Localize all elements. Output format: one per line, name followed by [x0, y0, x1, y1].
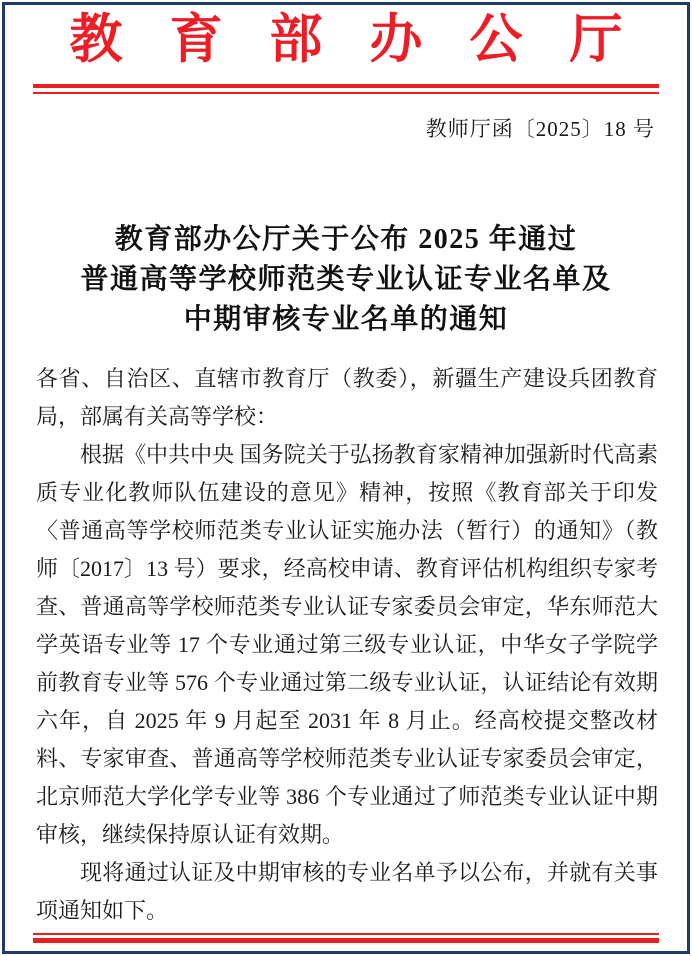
header-double-rule: [33, 84, 659, 94]
notice-body: [36, 360, 658, 930]
header-rule-thin: [33, 92, 659, 94]
agency-masthead: 教育部办公厅: [69, 11, 670, 69]
footer-double-rule: [33, 933, 659, 943]
body-paragraph-2: 现将通过认证及中期审核的专业名单予以公布，并就有关事项通知如下。: [36, 860, 658, 923]
notice-title-line-1: 教育部办公厅关于公布 2025 年通过: [114, 224, 578, 255]
salutation-line: 各省、自治区、直辖市教育厅（教委），新疆生产建设兵团教育局，部属有关高等学校：: [36, 366, 658, 429]
notice-title-line-3: 中期审核专业名单的通知: [183, 304, 509, 335]
body-paragraph-1: 根据《中共中央 国务院关于弘扬教育家精神加强新时代高素质专业化教师队伍建设的意见》精神，按照《教育部关于印发〈普通高等学校师范类专业认证实施办法（暂行）的通知》（教师〔2017〕13 号）要求，经高校申请、教育评估机构组织专家考查、普通高等学校师范类专业认证专家委员会审定，华东师范大学英语专业等 17 个专业通过第三级专业认证，中华女子学院学前教育专业等 576 个专业通过第二级专业认证，认证结论有效期六年，自 2025 年 9 月起至 2031 年 8 月止。经高校提交整改材料、专家审查、普通高等学校师范类专业认证专家委员会审定，北京师范大学化学专业等 386 个专业通过了师范类专业认证中期审核，继续保持原认证有效期。: [36, 442, 658, 847]
notice-title: [20, 220, 672, 340]
document-number: 教师厅函〔2025〕18 号: [425, 117, 655, 141]
notice-title-line-2: 普通高等学校师范类专业认证专业名单及: [80, 264, 612, 295]
footer-rule-thick: [33, 938, 659, 943]
